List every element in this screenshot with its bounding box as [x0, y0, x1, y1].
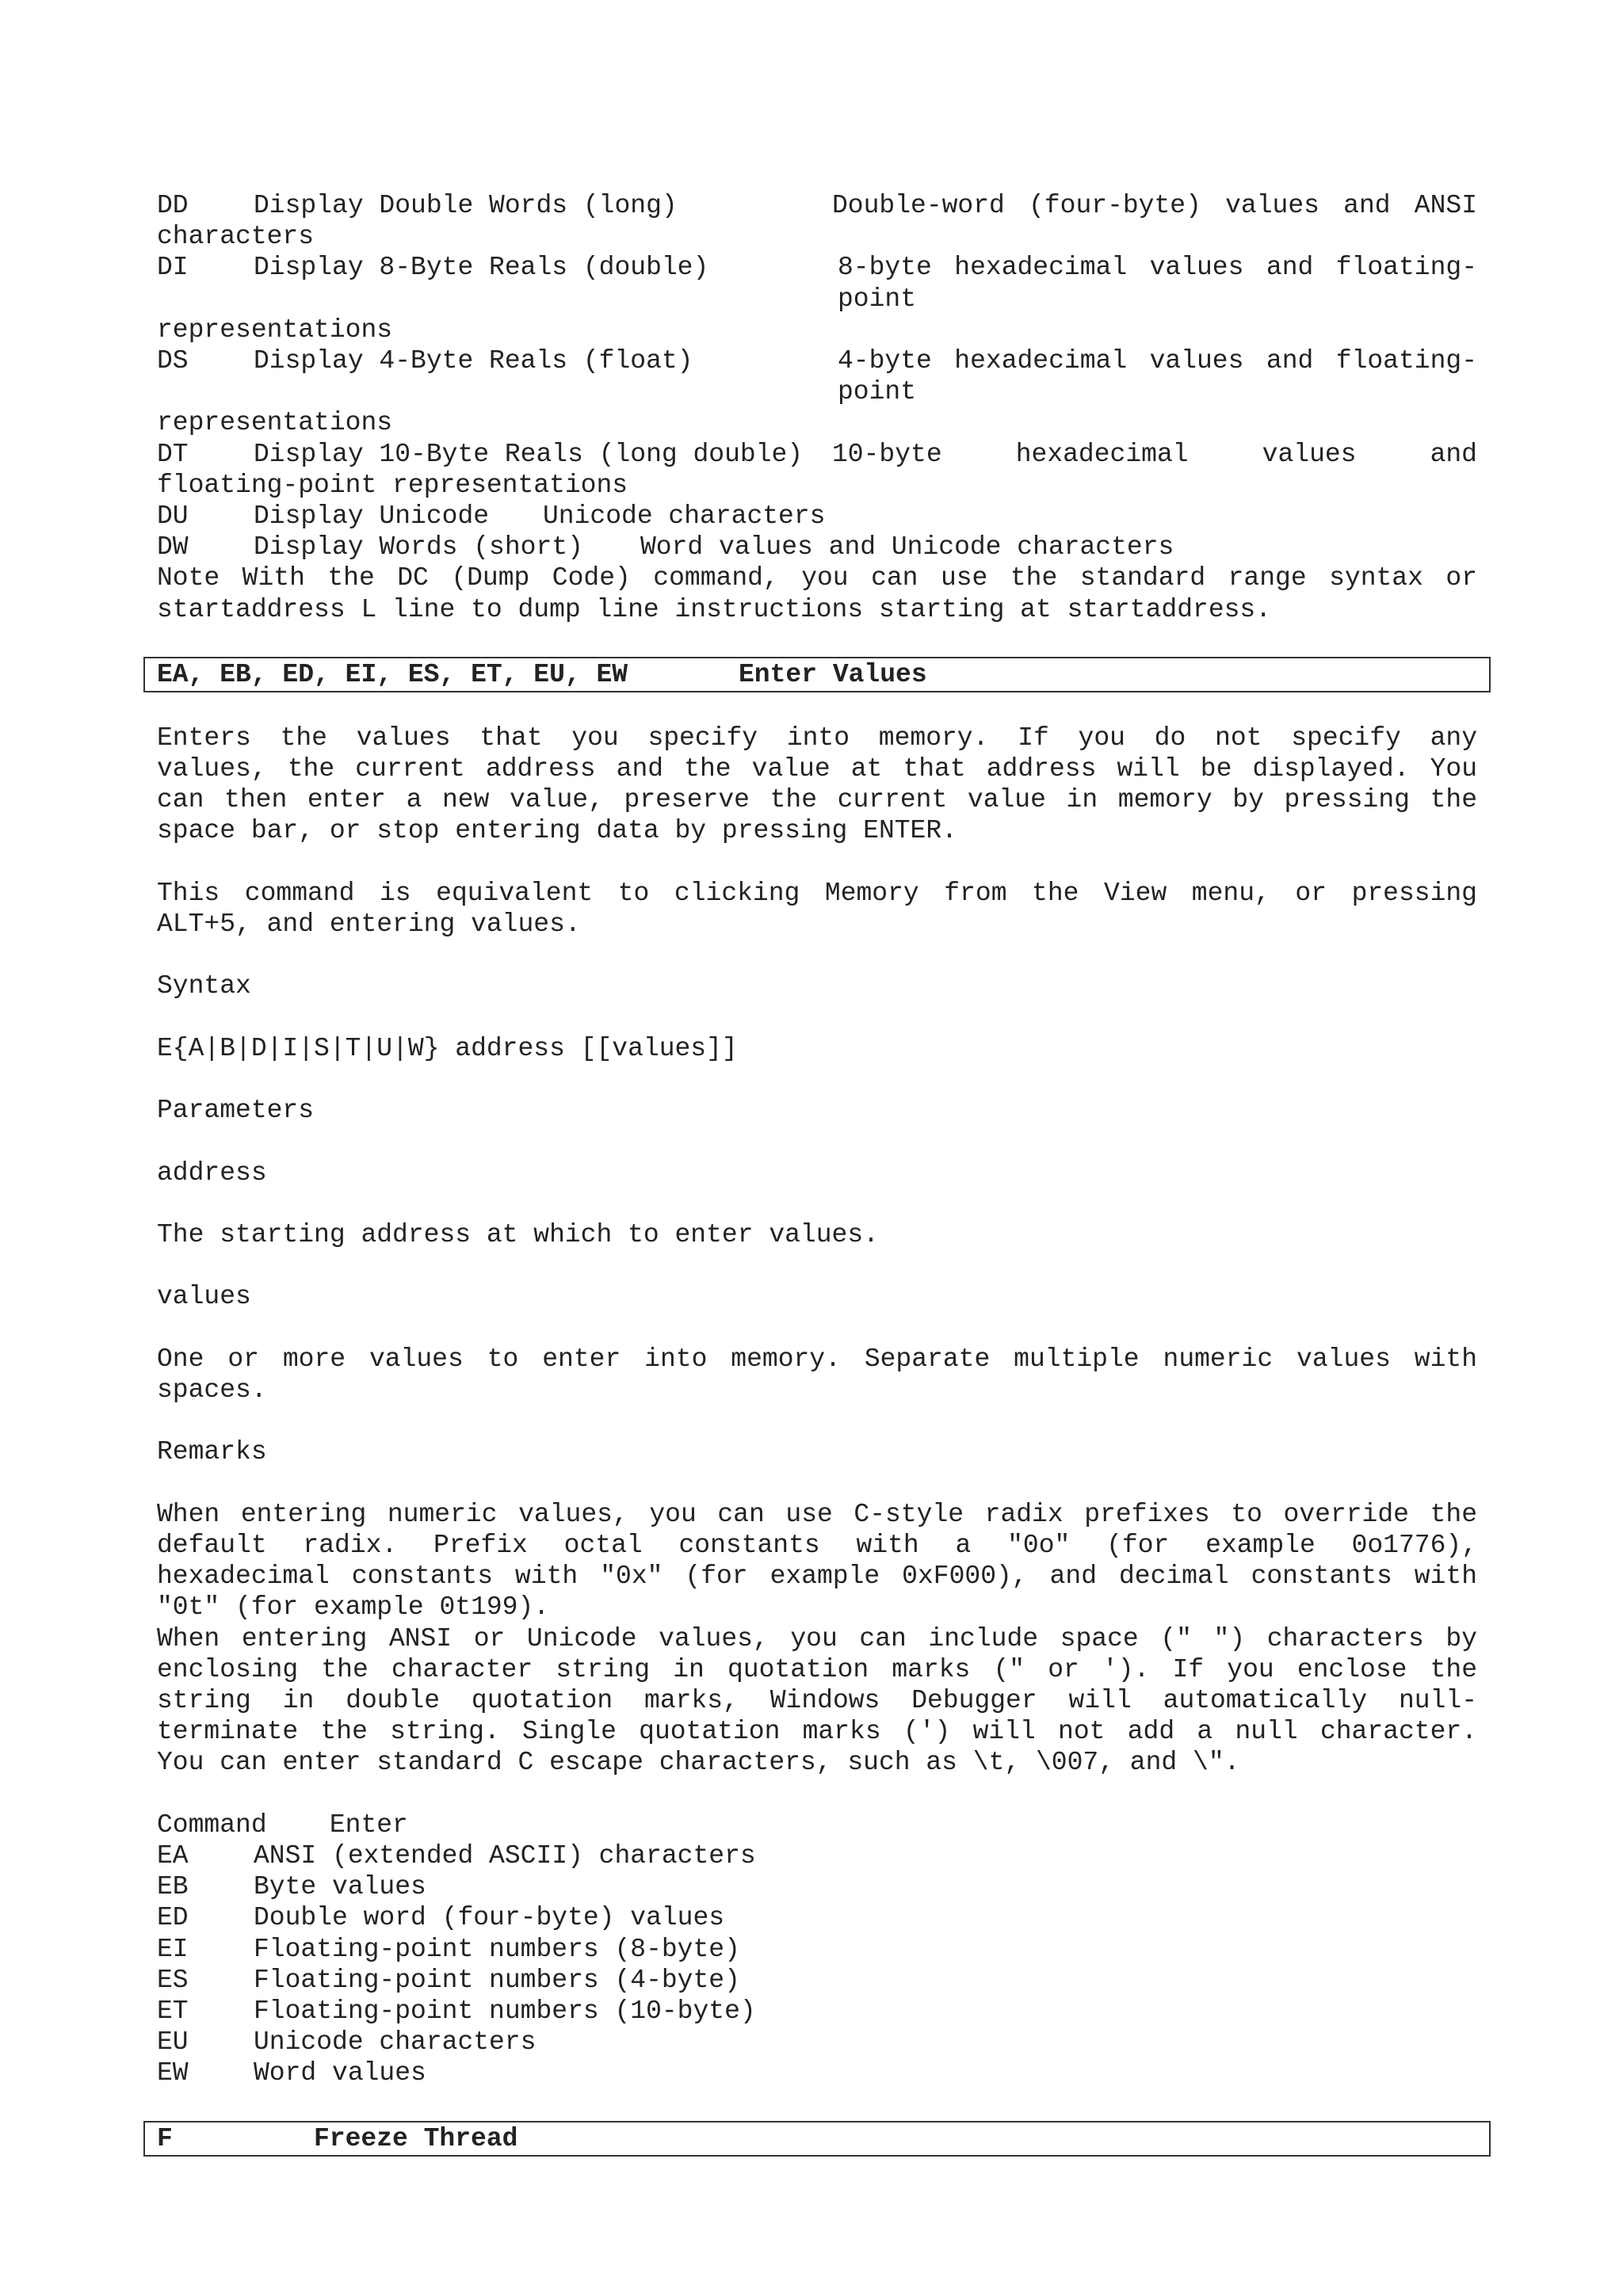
table-row: ED Double word (four-byte) values	[157, 1903, 725, 1933]
parameters-heading: Parameters	[157, 1096, 315, 1126]
table-row: ES Floating-point numbers (4-byte)	[157, 1965, 740, 1995]
param-address-description: The starting address at which to enter values.	[157, 1220, 879, 1249]
table-row	[157, 439, 1477, 470]
param-address-name: address	[157, 1158, 267, 1188]
syntax-heading: Syntax	[157, 971, 251, 1001]
table-row	[157, 252, 1477, 314]
param-values-description: One or more values to enter into memory. Separate multiple numeric values with spaces.	[157, 1344, 1477, 1405]
remarks-paragraph-strings: When entering ANSI or Unicode values, you can include space (" ") characters by enclosing the character string in quotation marks (" or '). If you enclose the string in double quotation marks, Windows Debugger will automatically null- terminate the string. Single quotation marks (') will not add a null character. You can enter standard C escape characters, such as \t, \007, and \".	[157, 1623, 1477, 1778]
command-description-cont: representations	[157, 315, 393, 345]
section-title: Freeze Thread	[314, 2123, 518, 2153]
command-code: DT	[157, 439, 189, 469]
param-values-name: values	[157, 1282, 251, 1312]
table-header: Command Enter	[157, 1810, 408, 1840]
display-command-table	[157, 190, 1477, 563]
command-code: DI	[157, 253, 189, 283]
remarks-paragraph-radix: When entering numeric values, you can use C-style radix prefixes to override the default radix. Prefix octal constants with a "0o" (for example 0o1776), hexadecimal constants with "0x" (for example 0xF000), and decimal constants with "0t" (for example 0t199).	[157, 1499, 1477, 1623]
section-header-enter-values	[143, 657, 1491, 692]
table-row: EW Word values	[157, 2058, 426, 2088]
command-name: Display 8-Byte Reals (double)	[254, 253, 709, 283]
command-description: Word values and Unicode characters	[640, 532, 1174, 563]
table-row	[157, 190, 1477, 221]
section-header-freeze-thread	[143, 2121, 1491, 2157]
note-paragraph: Note With the DC (Dump Code) command, you can use the standard range syntax or startaddress L line to dump line instructions starting at startaddress.	[157, 563, 1477, 624]
document-page	[157, 190, 1477, 2157]
command-description-cont: floating-point representations	[157, 470, 628, 500]
table-row	[157, 345, 1477, 407]
command-name: Display Words (short)	[254, 532, 583, 563]
enter-command-table	[157, 1810, 1477, 2089]
command-description-cont: representations	[157, 408, 393, 438]
table-row: EB Byte values	[157, 1872, 426, 1902]
table-row: EU Unicode characters	[157, 2027, 537, 2058]
command-description: 4-byte hexadecimal values and floating-point	[838, 346, 1477, 407]
command-description-cont: characters	[157, 222, 315, 252]
equivalent-paragraph: This command is equivalent to clicking Memory from the View menu, or pressing ALT+5, and entering values.	[157, 878, 1477, 940]
table-row: EA ANSI (extended ASCII) characters	[157, 1840, 756, 1871]
command-name: Display 4-Byte Reals (float)	[254, 346, 693, 376]
command-description: 8-byte hexadecimal values and floating-point	[838, 253, 1477, 314]
table-row	[157, 532, 1477, 563]
table-row: EI Floating-point numbers (8-byte)	[157, 1934, 740, 1964]
section-commands: EA, EB, ED, EI, ES, ET, EU, EW	[157, 659, 628, 689]
command-name: Display Double Words (long)	[254, 191, 678, 220]
command-code: DW	[157, 532, 189, 563]
syntax-line: E{A|B|D|I|S|T|U|W} address [[values]]	[157, 1033, 738, 1063]
remarks-heading: Remarks	[157, 1437, 267, 1467]
table-row	[157, 501, 1477, 532]
intro-paragraph: Enters the values that you specify into memory. If you do not specify any values, the current address and the value at that address will be displayed. You can then enter a new value, preserve the current value in memory by pressing the space bar, or stop entering data by pressing ENTER.	[157, 723, 1477, 846]
command-description: Double-word (four-byte) values and ANSI	[832, 191, 1477, 220]
command-code: DD	[157, 191, 189, 220]
command-code: DS	[157, 346, 189, 376]
command-name: Display 10-Byte Reals (long double)	[254, 439, 804, 469]
section-title: Enter Values	[739, 659, 927, 689]
command-code: DU	[157, 502, 189, 532]
command-description: 10-byte hexadecimal values and	[832, 439, 1477, 469]
command-description: Unicode characters	[543, 502, 826, 532]
table-row: ET Floating-point numbers (10-byte)	[157, 1997, 756, 2026]
section-commands: F	[157, 2123, 173, 2153]
command-name: Display Unicode	[254, 502, 490, 532]
